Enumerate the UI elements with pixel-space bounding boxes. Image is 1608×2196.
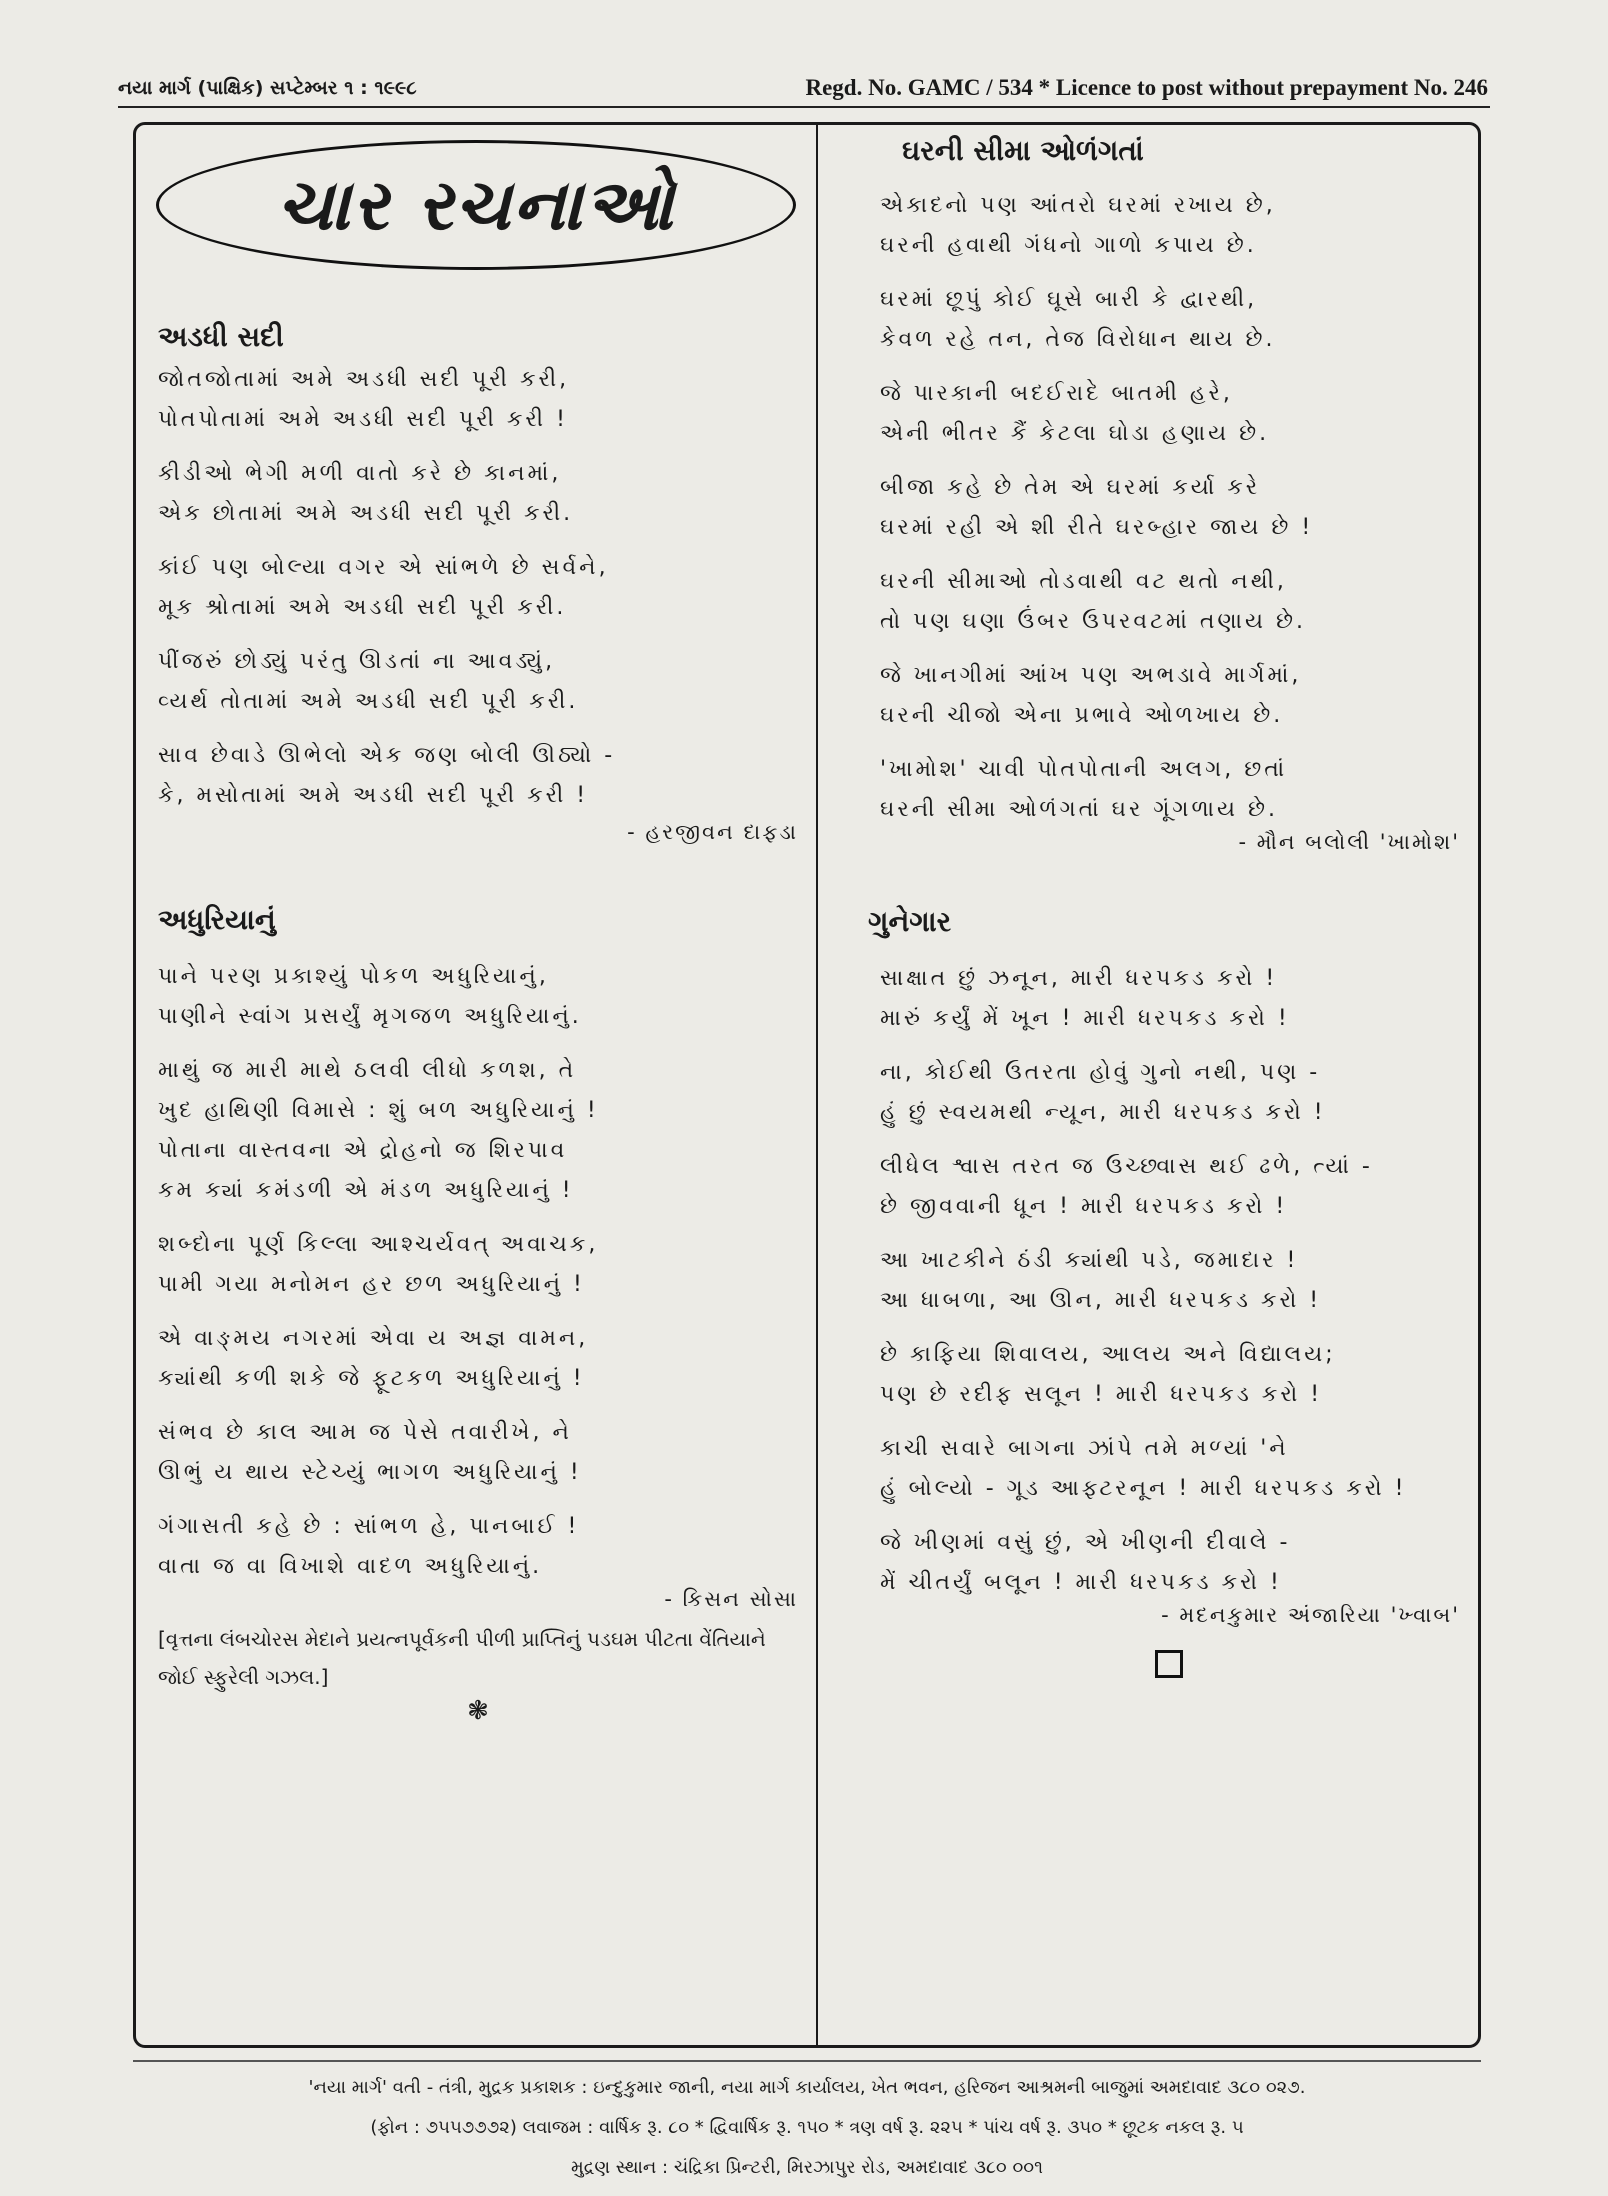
poem-author: - હરજીવન દાફડા <box>627 820 798 844</box>
verse-line: કે, મસોતામાં અમે અડધી સદી પૂરી કરી ! <box>158 783 589 808</box>
verse-line: વાતા જ વા વિખાશે વાદળ અધુરિયાનું. <box>158 1554 543 1579</box>
stanza <box>158 1413 798 1493</box>
footer-line: (ફોન : ૭૫૫૭૭૭૨) લવાજમ : વાર્ષિક રૂ. ૮૦ * દ્વિવાર્ષિક રૂ. ૧૫૦ * ત્રણ વર્ષ રૂ. ૨૨૫ * પાંચ વર્ષ રૂ. ૩૫૦ * છૂટક નકલ રૂ. ૫ <box>370 2117 1244 2138</box>
verse-line: ઘરની હવાથી ગંધનો ગાળો કપાય છે. <box>880 233 1257 258</box>
verse-line: જે પારકાની બદઈરાદે બાતમી હરે, <box>880 381 1233 406</box>
verse-line: ઘરની ચીજો એના પ્રભાવે ઓળખાય છે. <box>880 703 1284 728</box>
stanza <box>158 1051 798 1211</box>
verse-line: સાવ છેવાડે ઊભેલો એક જણ બોલી ઊઠ્યો - <box>158 743 616 768</box>
stanza <box>158 736 798 816</box>
stanza <box>880 374 1460 454</box>
footer <box>133 2068 1481 2188</box>
footer-rule <box>133 2060 1481 2062</box>
masthead <box>118 68 1488 108</box>
title-oval <box>156 140 796 270</box>
verse-line: સંભવ છે કાલ આમ જ પેસે તવારીખે, ને <box>158 1420 572 1445</box>
verse-line: શબ્દોના પૂર્ણ કિલ્લા આશ્ચર્યવત્ અવાચક, <box>158 1232 599 1257</box>
verse-line: પોતપોતામાં અમે અડધી સદી પૂરી કરી ! <box>158 407 568 432</box>
stanza <box>158 1319 798 1399</box>
verse-line: મૂક શ્રોતામાં અમે અડધી સદી પૂરી કરી. <box>158 595 567 620</box>
verse-line: પોતાના વાસ્તવના એ દ્રોહનો જ શિરપાવ <box>158 1138 568 1163</box>
verse-line: પીંજરું છોડ્યું પરંતુ ઊડતાં ના આવડ્યું, <box>158 649 556 674</box>
stanza <box>880 1147 1460 1227</box>
verse-line: લીધેલ શ્વાસ તરત જ ઉચ્છ્વાસ થઈ ઢળે, ત્યાં - <box>880 1154 1373 1179</box>
masthead-registration: Regd. No. GAMC / 534 * Licence to post without prepayment No. 246 <box>805 75 1488 100</box>
stanza <box>880 562 1460 642</box>
verse-line: મારું કર્યું મેં ખૂન ! મારી ધરપકડ કરો ! <box>880 1006 1290 1031</box>
verse-line: તો પણ ઘણા ઉંબર ઉપરવટમાં તણાય છે. <box>880 609 1307 634</box>
verse-line: જે ખાનગીમાં આંખ પણ અભડાવે માર્ગમાં, <box>880 663 1302 688</box>
verse-line: વ્યર્થ તોતામાં અમે અડધી સદી પૂરી કરી. <box>158 689 579 714</box>
stanza <box>880 750 1460 830</box>
stanza <box>158 1225 798 1305</box>
verse-line: એકાદનો પણ આંતરો ઘરમાં રખાય છે, <box>880 193 1276 218</box>
verse-line: છે કાફિયા શિવાલય, આલય અને વિદ્યાલય; <box>880 1342 1336 1367</box>
verse-line: પાણીને સ્વાંગ પ્રસર્યું મૃગજળ અધુરિયાનું. <box>158 1004 582 1029</box>
stanza <box>158 957 798 1037</box>
stanza <box>880 1053 1460 1133</box>
verse-line: સાક્ષાત છું ઝનૂન, મારી ધરપકડ કરો ! <box>880 966 1278 991</box>
verse-line: જે ખીણમાં વસું છું, એ ખીણની દીવાલે - <box>880 1530 1291 1555</box>
verse-line: ઊભું ય થાય સ્ટેચ્યું ભાગળ અધુરિયાનું ! <box>158 1460 582 1485</box>
masthead-rule <box>118 106 1490 108</box>
verse-line: હું બોલ્યો - ગૂડ આફ્ટરનૂન ! મારી ધરપકડ કરો ! <box>880 1476 1407 1501</box>
ornament: ❃ <box>467 1696 489 1726</box>
stanza <box>158 454 798 534</box>
verse-line: કીડીઓ ભેગી મળી વાતો કરે છે કાનમાં, <box>158 461 562 486</box>
verse-line: એ વાઙ્મય નગરમાં એવા ય અજ્ઞ વામન, <box>158 1326 589 1351</box>
verse-line: 'ખામોશ' ચાવી પોતપોતાની અલગ, છતાં <box>880 757 1288 782</box>
verse-line: કાચી સવારે બાગના ઝાંપે તમે મળ્યાં 'ને <box>880 1436 1289 1461</box>
stanza <box>158 360 798 440</box>
end-mark-icon <box>1155 1650 1183 1678</box>
verse-line: એની ભીતર કૈં કેટલા ઘોડા હણાય છે. <box>880 421 1270 446</box>
verse-line: ક્યાંથી કળી શકે જે ફૂટકળ અધુરિયાનું ! <box>158 1366 585 1391</box>
verse-line: ઘરની સીમા ઓળંગતાં ઘર ગૂંગળાય છે. <box>880 797 1279 822</box>
verse-line: આ ધાબળા, આ ઊન, મારી ધરપકડ કરો ! <box>880 1288 1322 1313</box>
verse-line: કાંઈ પણ બોલ્યા વગર એ સાંભળે છે સર્વને, <box>158 555 609 580</box>
verse-line: ઘરની સીમાઓ તોડવાથી વટ થતો નથી, <box>880 569 1287 594</box>
stanza <box>880 280 1460 360</box>
verse-line: આ ખાટકીને ઠંડી ક્યાંથી પડે, જમાદાર ! <box>880 1248 1299 1273</box>
stanza <box>880 186 1460 266</box>
poem-title-adadhi: અડધી સદી <box>158 320 284 353</box>
right-column <box>868 124 1460 1678</box>
verse-line: હું છું સ્વયમથી ન્યૂન, મારી ધરપકડ કરો ! <box>880 1100 1326 1125</box>
poem-title-gunegar: ગુનેગાર <box>868 905 952 938</box>
stanza <box>880 656 1460 736</box>
left-column <box>158 140 798 1726</box>
page-title: ચાર રચનાઓ <box>276 163 676 246</box>
poem-title-adhuriya: અધુરિયાનું <box>158 903 276 936</box>
poem-author: - મૌન બલોલી 'ખામોશ' <box>1238 830 1460 854</box>
masthead-issue: નયા માર્ગ (પાક્ષિક) સપ્ટેમ્બર ૧ : ૧૯૯૮ <box>118 77 417 99</box>
verse-line: પણ છે રદીફ સલૂન ! મારી ધરપકડ કરો ! <box>880 1382 1323 1407</box>
verse-line: માથું જ મારી માથે ઠલવી લીધો કળશ, તે <box>158 1058 577 1083</box>
verse-line: એક છોતામાં અમે અડધી સદી પૂરી કરી. <box>158 501 574 526</box>
verse-line: ઘરમાં છૂપું કોઈ ઘૂસે બારી કે દ્વારથી, <box>880 287 1258 312</box>
stanza <box>880 959 1460 1039</box>
verse-line: પામી ગયા મનોમન હર છળ અધુરિયાનું ! <box>158 1272 585 1297</box>
stanza <box>158 548 798 628</box>
stanza <box>880 1429 1460 1509</box>
poem-author: - કિસન સોસા <box>664 1587 798 1611</box>
verse-line: ના, કોઈથી ઉતરતા હોવું ગુનો નથી, પણ - <box>880 1060 1321 1085</box>
stanza <box>880 1241 1460 1321</box>
verse-line: જોતજોતામાં અમે અડધી સદી પૂરી કરી, <box>158 367 570 392</box>
verse-line: ઘરમાં રહી એ શી રીતે ઘરબ્હાર જાય છે ! <box>880 515 1314 540</box>
poem-title-ghar: ઘરની સીમા ઓળંગતાં <box>902 134 1144 167</box>
verse-line: છે જીવવાની ધૂન ! મારી ધરપકડ કરો ! <box>880 1194 1288 1219</box>
verse-line: બીજા કહે છે તેમ એ ઘરમાં કર્યા કરે <box>880 475 1261 500</box>
stanza <box>880 1523 1460 1603</box>
verse-line: મેં ચીતર્યું બલૂન ! મારી ધરપકડ કરો ! <box>880 1570 1282 1595</box>
stanza <box>880 468 1460 548</box>
column-divider <box>816 124 818 2046</box>
verse-line: ગંગાસતી કહે છે : સાંભળ હે, પાનબાઈ ! <box>158 1514 580 1539</box>
verse-line: કેવળ રહે તન, તેજ વિરોધાન થાય છે. <box>880 327 1276 352</box>
poem-author: - મદનકુમાર અંજારિયા 'ખ્વાબ' <box>1161 1603 1460 1627</box>
footer-line: 'નયા માર્ગ' વતી - તંત્રી, મુદ્રક પ્રકાશક : ઇન્દુકુમાર જાની, નયા માર્ગ કાર્યાલય, ખેત ભવન, હરિજન આશ્રમની બાજુમાં અમદાવાદ ૩૮૦ ૦૨૭. <box>308 2077 1306 2098</box>
verse-line: કમ ક્યાં કમંડળી એ મંડળ અધુરિયાનું ! <box>158 1178 574 1203</box>
verse-line: ખુદ હાથિણી વિમાસે : શું બળ અધુરિયાનું ! <box>158 1098 599 1123</box>
stanza <box>880 1335 1460 1415</box>
poem-note: [વૃત્તના લંબચોરસ મેદાને પ્રયત્નપૂર્વકની પીળી પ્રાપ્તિનું પડઘમ પીટતા વેંતિયાને જોઈ સ્ફુરેલી ગઝલ.] <box>158 1627 766 1689</box>
stanza <box>158 1507 798 1587</box>
stanza <box>158 642 798 722</box>
footer-line: મુદ્રણ સ્થાન : ચંદ્રિકા પ્રિન્ટરી, મિરઝાપુર રોડ, અમદાવાદ ૩૮૦ ૦૦૧ <box>571 2157 1043 2178</box>
verse-line: પાને પરણ પ્રકાશ્યું પોકળ અધુરિયાનું, <box>158 964 549 989</box>
